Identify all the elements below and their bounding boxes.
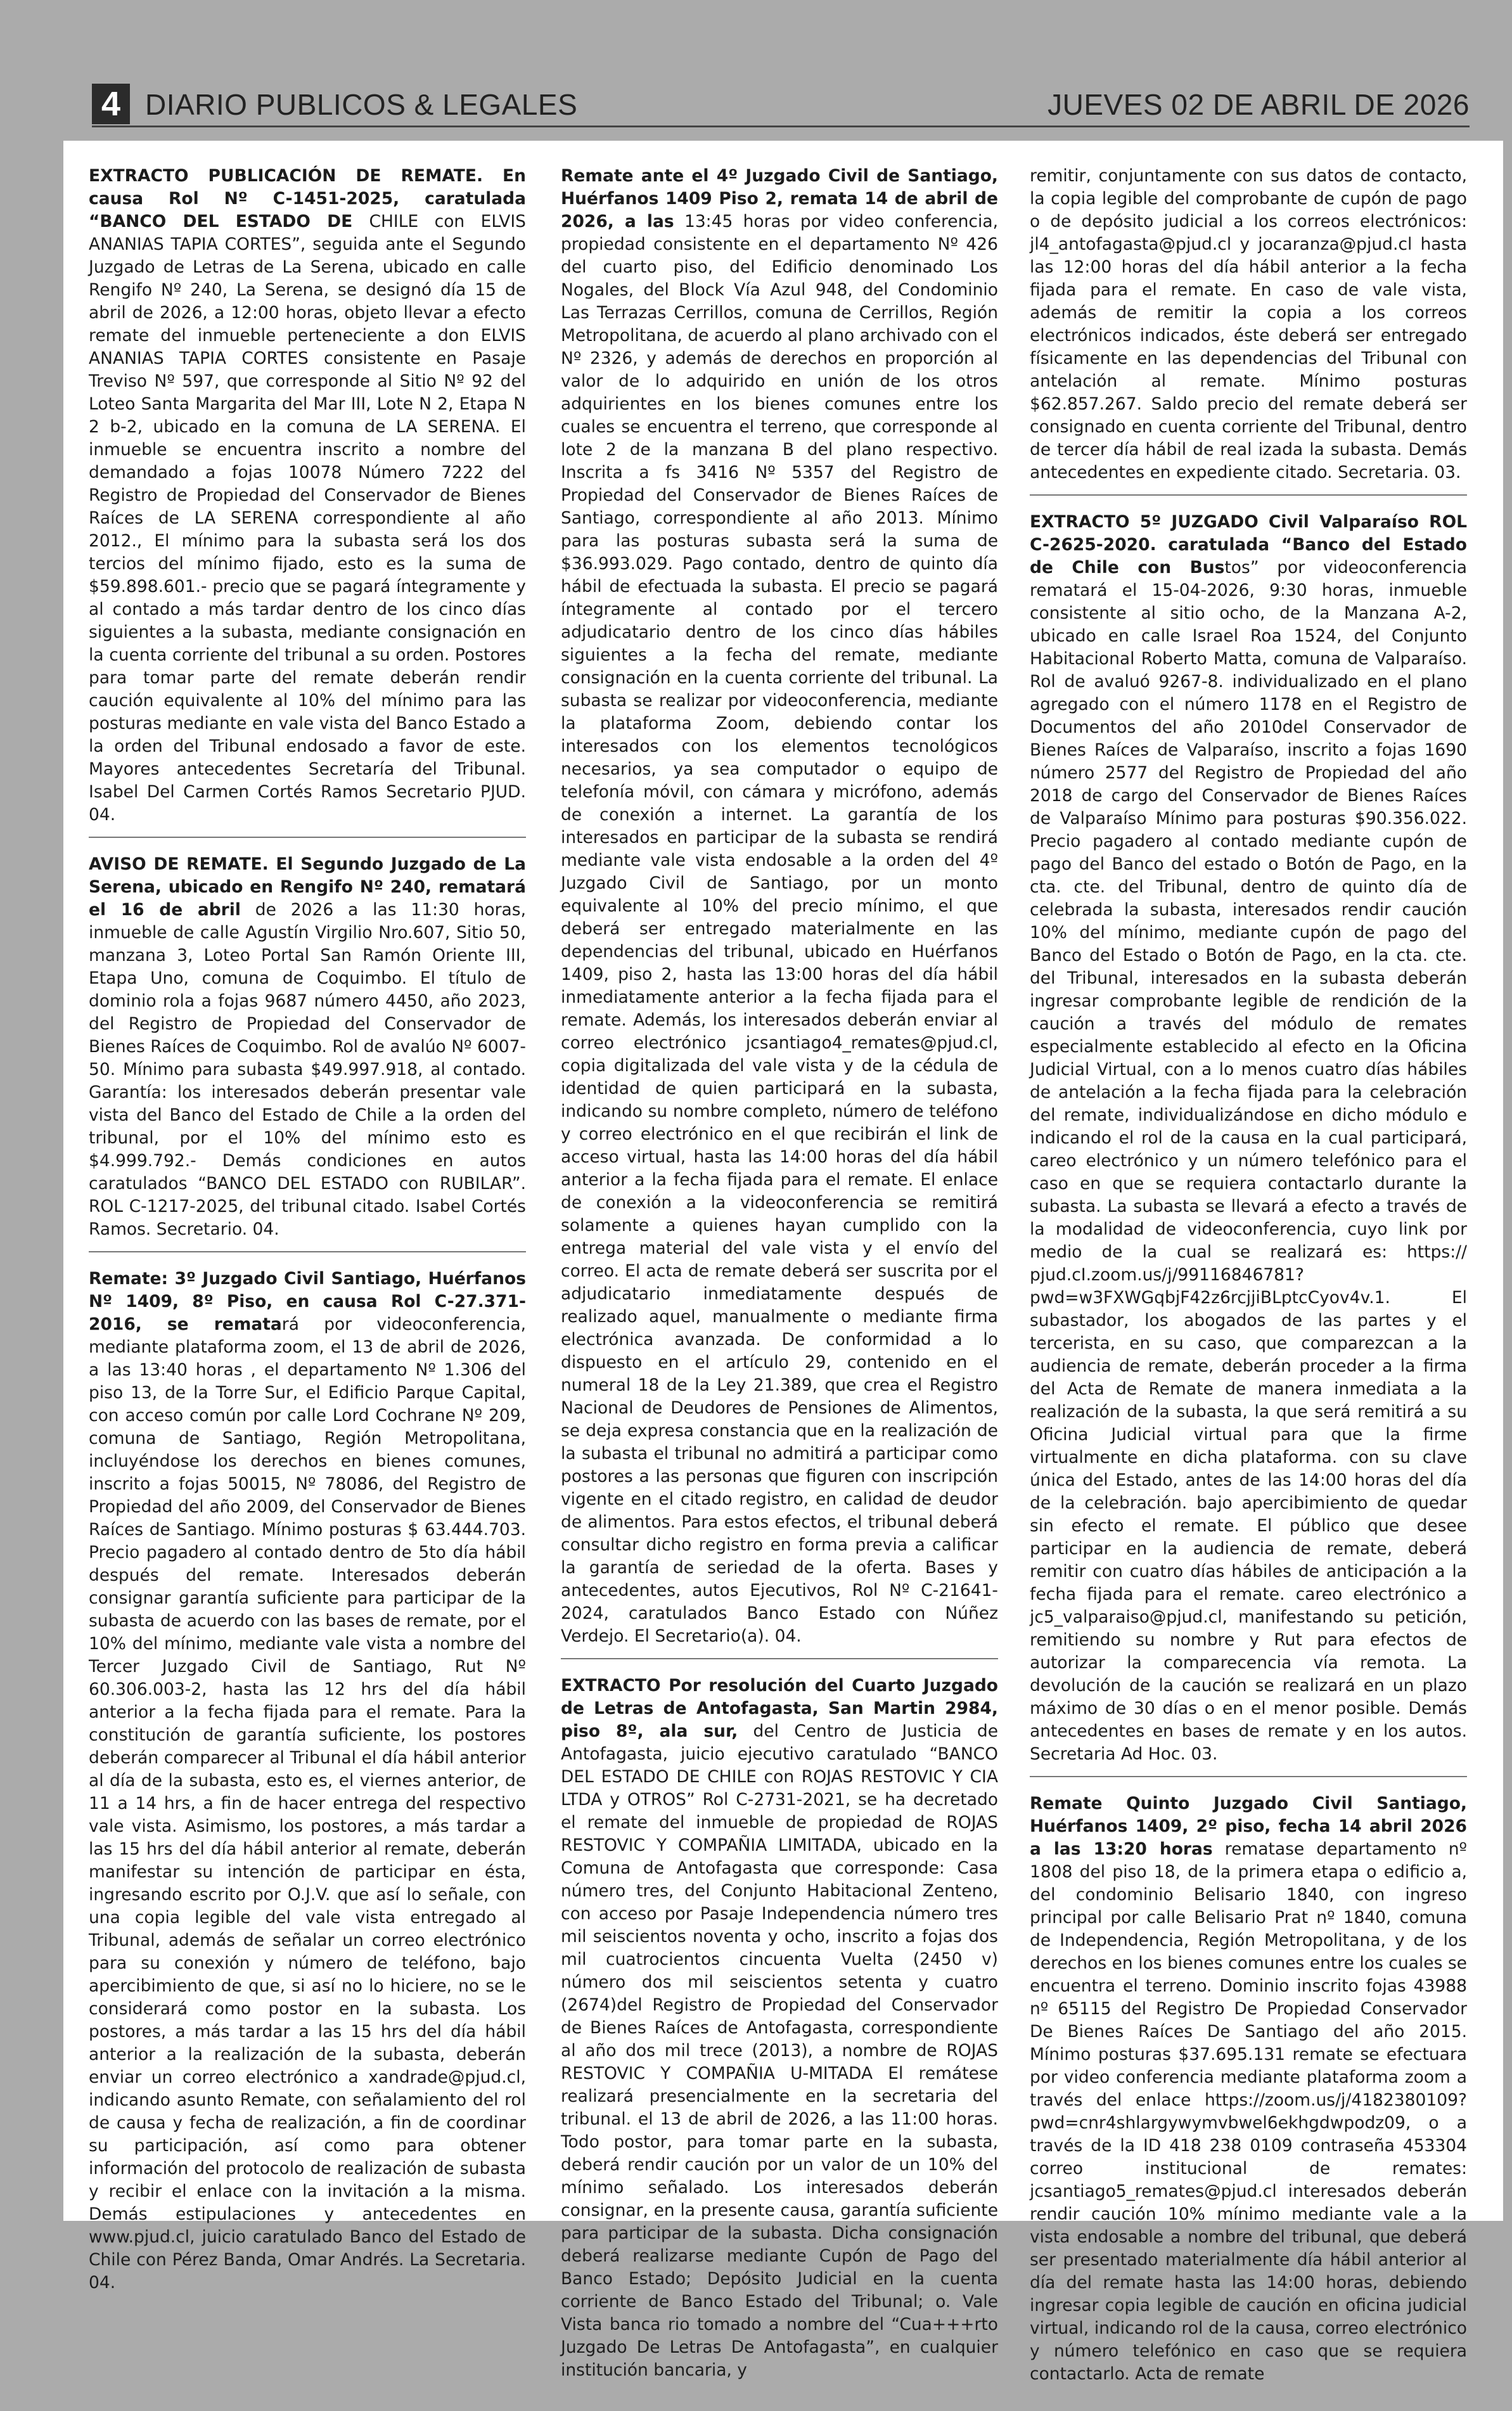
- notice-santiago-4: [561, 165, 998, 1659]
- page-header: [92, 75, 1470, 127]
- notice-la-serena-1451: [89, 165, 526, 838]
- notice-body: de 2026 a las 11:30 horas, inmueble de calle Agustín Virgilio Nro.607, Sitio 50, manzana 3, Loteo Portal San Ramón Oriente III, Etapa Uno, comuna de Coquimbo. El título de dominio rola a fojas 9687 número 4450, año 2023, del Registro de Propiedad del Conservador de Bienes Raíces de Coquimbo. Rol de avalúo Nº 6007-50. Mínimo para subasta $49.997.918, al contado. Garantía: los interesados deberán presentar vale vista del Banco del Estado de Chile a la orden del tribunal, por el 10% del mínimo esto es $4.999.792.- Demás condiciones en autos caratulados “BANCO DEL ESTADO con RUBILAR”. ROL C-1217-2025, del tribunal citado. Isabel Cortés Ramos. Secretario. 04.: [89, 900, 526, 1239]
- notice-body: rá por videoconferencia, mediante plataforma zoom, el 13 de abril de 2026, a las 13:40 horas , el departamento Nº 1.306 del piso 13, de la Torre Sur, el Edificio Parque Capital, con acceso común por calle Lord Cochrane Nº 209, comuna de Santiago, Región Metropolitana, incluyéndose los derechos en bienes comunes, inscrito a fojas 50015, Nº 78086, del Registro de Propiedad del año 2009, del Conservador de Bienes Raíces de Santiago. Mínimo posturas $ 63.444.703. Precio pagadero al contado dentro de 5to día hábil después del remate. Interesados deberán consignar garantía suficiente para participar de la subasta de acuerdo con las bases de remate, por el 10% del mínimo, mediante vale vista a nombre del Tercer Juzgado Civil de Santiago, Rut Nº 60.306.003-2, hasta las 12 hrs del día hábil anterior a la fecha fijada para el remate. Para la constitución de garantía suficiente, los postores deberán comparecer al Tribunal el día hábil anterior al día de la subasta, esto es, el viernes anterior, de 11 a 14 hrs, a fin de hacer entrega del respectivo vale vista. Asimismo, los postores, a más tardar a las 15 hrs del día hábil anterior al remate, deberán manifestar su intención de participar en ésta, ingresando escrito por O.J.V. que así lo señale, con una copia legible del vale vista entregado al Tribunal, además de señalar un correo electrónico para su conexión y número de teléfono, bajo apercibimiento de que, si así no lo hiciere, no se le considerará como postor en la subasta. Los postores, a más tardar a las 15 hrs del día hábil anterior a la realización de la subasta, deberán enviar un correo electrónico a xandrade@pjud.cl, indicando asunto Remate, con señalamiento del rol de causa y fecha de realización, a fin de coordinar su participación, así como para obtener información del protocolo de realización de subasta y recibir el enlace con la invitación a la misma. Demás estipulaciones y antecedentes en www.pjud.cl, juicio caratulado Banco del Estado de Chile con Pérez Banda, Omar Andrés. La Secretaria. 04.: [89, 1315, 526, 2292]
- notice-body: CHILE con ELVIS ANANIAS TAPIA CORTES”, seguida ante el Segundo Juzgado de Letras de La Serena, ubicado en calle Rengifo Nº 240, La Serena, se designó día 15 de abril de 2026, a 12:00 horas, objeto llevar a efecto remate del inmueble perteneciente a don ELVIS ANANIAS TAPIA CORTES consistente en Pasaje Treviso Nº 597, que corresponde al Sitio Nº 92 del Loteo Santa Margarita del Mar III, Lote N 2, Etapa N 2 b-2, ubicado en la comuna de LA SERENA. El inmueble se encuentra inscrito a nombre del demandado a fojas 10078 Número 7222 del Registro de Propiedad del Conservador de Bienes Raíces de LA SERENA correspondiente al año 2012., El mínimo para la subasta será los dos tercios del mínimo fijado, esto es la suma de $59.898.601.- precio que se pagará íntegramente y al contado a más tardar dentro de los cinco días siguientes a la subasta, mediante consignación en la cuenta corriente del tribunal a su orden. Postores para tomar parte del remate deberán rendir caución equivalente al 10% del mínimo para las posturas mediante en vale vista del Banco Estado a la orden del Tribunal endosado a favor de este. Mayores antecedentes Secretaría del Tribunal. Isabel Del Carmen Cortés Ramos Secretario PJUD. 04.: [89, 212, 526, 825]
- notice-antofagasta: [561, 1675, 998, 2392]
- notice-heading: EXTRACTO 5º JUZGADO Civil Valparaíso ROL C-2625-2020. caratulada “Banco del Estado de Chile con Bus: [1030, 512, 1467, 577]
- column-2: [561, 165, 998, 2407]
- notice-heading: Remate ante el 4º Juzgado Civil de Santiago, Huérfanos 1409 Piso 2, remata 14 de abril de 2026, a las: [561, 166, 998, 231]
- notice-heading: Remate Quinto Juzgado Civil Santiago, Huérfanos 1409, 2º piso, fecha 14 abril 2026 a las 13:20 horas: [1030, 1794, 1467, 1859]
- notice-santiago-5: [1030, 1792, 1467, 2396]
- page-number: 4: [92, 84, 130, 124]
- notice-valparaiso: [1030, 511, 1467, 1777]
- notice-body: remitir, conjuntamente con sus datos de contacto, la copia legible del comprobante de cupón de pago o de depósito judicial a los correos electrónicos: jl4_antofagasta@pjud.cl y jocaranza@pjud.cl hasta las 12:00 horas del día hábil anterior a la fecha fijada para el remate. En caso de vale vista, además de remitir la copia a los correos electrónicos indicados, éste deberá ser entregado físicamente en las dependencias del Tribunal con antelación al remate. Mínimo posturas $62.857.267. Saldo precio del remate deberá ser consignado en cuenta corriente del Tribunal, dentro de tercer día hábil de real izada la subasta. Demás antecedentes en expediente citado. Secretaria. 03.: [1030, 166, 1467, 482]
- notice-heading: AVISO DE REMATE. El Segundo Juzgado de La Serena, ubicado en Rengifo Nº 240, rematará el 16 de abril: [89, 854, 526, 920]
- notice-heading: EXTRACTO Por resolución del Cuarto Juzgado de Letras de Antofagasta, San Martin 2984, piso 8º, ala sur,: [561, 1676, 998, 1741]
- column-1: [89, 165, 526, 2320]
- notice-body: 13:45 horas por video conferencia, propiedad consistente en el departamento Nº 426 del cuarto piso, del Edificio denominado Los Nogales, del Block Vía Azul 948, del Condominio Las Terrazas Cerrillos, comuna de Cerrillos, Región Metropolitana, de acuerdo al plano archivado con el Nº 2326, y además de derechos en proporción al valor de lo adquirido en unión de los otros adquirientes en los bienes comunes entre los cuales se encuentra el terreno, que corresponde al lote 2 de la manzana B del plano respectivo. Inscrita a fs 3416 Nº 5357 del Registro de Propiedad del Conservador de Bienes Raíces de Santiago, correspondiente al año 2013. Mínimo para las posturas subasta será la suma de $36.993.029. Pago contado, dentro de quinto día hábil de efectuada la subasta. El precio se pagará íntegramente al contado por el tercero adjudicatario dentro de los cinco días hábiles siguientes a la fecha del remate, mediante consignación en la cuenta corriente del tribunal. La subasta se realizar por videoconferencia, mediante la plataforma Zoom, debiendo contar los interesados con los elementos tecnológicos necesarios, ya sea computador o equipo de telefonía móvil, con cámara y micrófono, además de conexión a internet. La garantía de los interesados en participar de la subasta se rendirá mediante vale vista endosable a la orden del 4º Juzgado Civil de Santiago, por un monto equivalente al 10% del precio mínimo, el que deberá ser entregado materialmente en las dependencias del tribunal, ubicado en Huérfanos 1409, piso 2, hasta las 13:00 horas del día hábil inmediatamente anterior a la fecha fijada para el remate. Además, los interesados deberán enviar al correo electrónico jcsantiago4_remates@pjud.cl, copia digitalizada del vale vista y de la cédula de identidad de quien participará en la subasta, indicando su nombre completo, número de teléfono y correo electrónico en el que recibirán el link de acceso virtual, hasta las 14:00 horas del día hábil anterior a la fecha fijada para el remate. El enlace de conexión a la videoconferencia se remitirá solamente a quienes hayan cumplido con la entrega material del vale vista y el envío del correo. El acta de remate deberá ser suscrita por el adjudicatario inmediatamente después de realizado aquel, manualmente o mediante firma electrónica avanzada. De conformidad a lo dispuesto en el artículo 29, contenido en el numeral 18 de la Ley 21.389, que crea el Registro Nacional de Deudores de Pensiones de Alimentos, se deja expresa constancia que en la realización de la subasta el tribunal no admitirá a participar como postores a las personas que figuren con inscripción vigente en el citado registro, en calidad de deudor de alimentos. Para estos efectos, el tribunal deberá consultar dicho registro en forma previa a calificar la garantía de seriedad de la oferta. Bases y antecedentes, autos Ejecutivos, Rol Nº C-21641-2024, caratulados Banco Estado con Núñez Verdejo. El Secretario(a). 04.: [561, 212, 998, 1646]
- notice-antofagasta-continued: [1030, 165, 1467, 496]
- notice-body: del Centro de Justicia de Antofagasta, juicio ejecutivo caratulado “BANCO DEL ESTADO DE CHILE con ROJAS RESTOVIC Y CIA LTDA y OTROS” Rol C-2731-2021, se ha decretado el remate del inmueble de propiedad de ROJAS RESTOVIC Y COMPAÑIA LIMITADA, ubicado en la Comuna de Antofagasta que corresponde: Casa número tres, del Conjunto Habitacional Zenteno, con acceso por Pasaje Independencia número tres mil seiscientos noventa y ocho, inscrito a fojas dos mil cuatrocientos cincuenta Vuelta (2450 v) número dos mil seiscientos setenta y cuatro (2674)del Registro de Propiedad del Conservador de Bienes Raíces de Antofagasta, correspondiente al año dos mil trece (2013), a nombre de ROJAS RESTOVIC Y COMPAÑIA U-MITADA El remátese realizará presencialmente en la secretaria del tribunal. el 13 de abril de 2026, a las 11:00 horas. Todo postor, para tomar parte en la subasta, deberá rendir caución por un valor de un 10% del mínimo señalado. Los interesados deberán consignar, en la presente causa, garantía suficiente para participar de la subasta. Dicha consignación deberá realizarse mediante Cupón de Pago del Banco Estado; Depósito Judicial en la cuenta corriente de Banco Estado del Tribunal; o. Vale Vista banca rio tomado a nombre del “Cua+++rto Juzgado De Letras De Antofagasta”, en cualquier institución bancaria, y: [561, 1721, 999, 2380]
- publication-title: DIARIO PUBLICOS & LEGALES: [145, 88, 578, 121]
- notice-la-serena-1217: [89, 853, 526, 1252]
- legal-notices-page: [63, 141, 1503, 2384]
- notice-santiago-3: [89, 1268, 526, 2305]
- notice-body: rematase departamento nº 1808 del piso 18, de la primera etapa o edificio a, del condominio Belisario 1840, con ingreso principal por calle Belisario Prat nº 1840, comuna de Independencia, Región Metropolitana, y de los derechos en los bienes comunes entre los cuales se encuentra el terreno. Dominio inscrito fojas 43988 nº 65115 del Registro De Propiedad Conservador De Bienes Raíces De Santiago del año 2015. Mínimo posturas $37.695.131 remate se efectuara por video conferencia mediante plataforma zoom a través del enlace https://zoom.us/j/4182380109?pwd=cnr4shlargywymvbwel6ekhgdwpodz09, o a través de la ID 418 238 0109 contraseña 453304 correo institucional de remates: jcsantiago5_remates@pjud.cl interesados deberán rendir caución 10% mínimo mediante vale a la vista endosable a nombre del tribunal, que deberá ser presentado materialmente día hábil anterior al día del remate hasta las 14:00 horas, debiendo ingresar copia legible de caución en oficina judicial virtual, indicando rol de la causa, correo electrónico y número telefónico en caso que se requiera contactarlo. Acta de remate: [1030, 1839, 1467, 2384]
- notice-heading: Remate: 3º Juzgado Civil Santiago, Huérfanos Nº 1409, 8º Piso, en causa Rol C-27.371-2016, se remata: [89, 1269, 526, 1334]
- issue-date: JUEVES 02 DE ABRIL DE 2026: [1048, 88, 1470, 121]
- notice-heading: EXTRACTO PUBLICACIÓN DE REMATE. En causa Rol Nº C-1451-2025, caratulada “BANCO DEL ESTADO DE: [89, 166, 526, 231]
- notice-body: tos” por videoconferencia rematará el 15-04-2026, 9:30 horas, inmueble consistente al sitio ocho, de la Manzana A-2, ubicado en calle Israel Roa 1524, del Conjunto Habitacional Roberto Matta, comuna de Valparaíso. Rol de avaluó 9267-8. individualizado en el plano agregado con el número 1178 en el Registro de Documentos del año 2010del Conservador de Bienes Raíces de Valparaíso, inscrito a fojas 1690 número 2577 del Registro de Propiedad del año 2018 de cargo del Conservador de Bienes Raíces de Valparaíso Mínimo para posturas $90.356.022. Precio pagadero al contado mediante cupón de pago del Banco del estado o Botón de Pago, en la cta. cte. del Tribunal, dentro de quinto día de celebrada la subasta, interesados rendir caución 10% del mínimo, mediante cupón de pago del Banco del Estado o Botón de Pago, en la cta. cte. del Tribunal, interesados en la subasta deberán ingresar comprobante legible de rendición de la caución a través del módulo de remates especialmente establecido al efecto en la Oficina Judicial Virtual, con a lo menos cuatro días hábiles de antelación a la fecha fijada para la celebración del remate, individualizándose en dicho módulo e indicando el rol de la causa en la cual participará, careo electrónico y un número telefónico para el caso en que se requiera contactarlo durante la subasta. La subasta se llevará a efecto a través de la modalidad de videoconferencia, cuyo link por medio de la cual se realizará es: https:// pjud.cI.zoom.us/j/99116846781?pwd=w3FXWGqbjF42z6rcjjiBLptcCyov4v.1. El subastador, los abogados de las partes y el tercerista, en su caso, que comparezcan a la audiencia de remate, deberán proceder a la firma del Acta de Remate de manera inmediata a la realización de la subasta, la que será remitirá a su Oficina Judicial virtual para que la firme virtualmente en dicha plataforma. con su clave única del Estado, antes de las 14:00 horas del día de la celebración. bajo apercibimiento de quedar sin efecto el remate. El público que desee participar en la audiencia de remate, deberá remitir con cuatro días hábiles de anticipación a la fecha fijada para el remate. careo electrónico a jc5_valparaiso@pjud.cl, manifestando su petición, remitiendo su nombre y Rut para efectos de autorizar la comparecencia vía remota. La devolución de la caución se realizará en un plazo máximo de 30 días o en el menor posible. Demás antecedentes en bases de remate y en los autos. Secretaria Ad Hoc. 03.: [1030, 558, 1467, 1764]
- column-3: [1030, 165, 1467, 2411]
